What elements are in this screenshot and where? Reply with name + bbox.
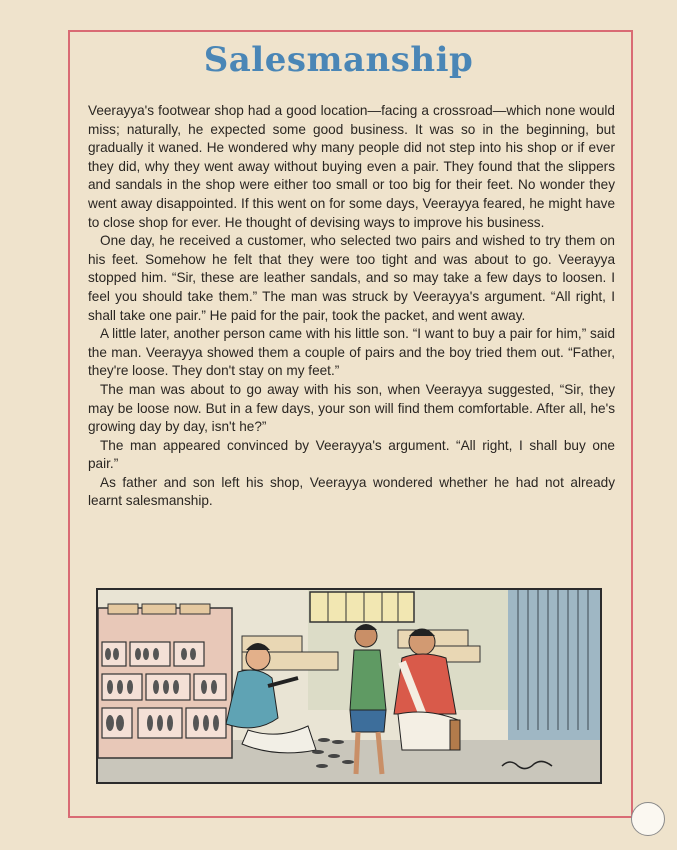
paragraph: Veerayya's footwear shop had a good location—facing a crossroad—which none would miss; naturally, he expected some good business. It was so in the beginning, but gradually it waned. He wondered why many people did not step into his shop or if ever they did, why they went away without buying even a pair. They found that the slippers and sandals in the shop were either too small or too big for their feet. No wonder they went away disappointed. If this went on for some days, Veerayya feared, he might have to close shop for ever. He thought of devising ways to improve his business. xyxy=(88,103,615,230)
story-body xyxy=(88,102,615,511)
publisher-seal-icon xyxy=(631,802,665,836)
story-title: Salesmanship xyxy=(203,40,474,80)
shop-scene-illustration xyxy=(96,588,602,784)
paragraph: One day, he received a customer, who selected two pairs and wished to try them on his feet. Somehow he felt that they were too tight and was about to go. Veerayya stopped him. “Sir, these are leather sandals, and so may take a few days to loosen. I feel you should take them.” The man was struck by Veerayya's argument. “All right, I shall take one pair.” He paid for the pair, took the packet, and went away. xyxy=(88,233,615,323)
paragraph: A little later, another person came with his little son. “I want to buy a pair for him,” said the man. Veerayya showed them a couple of pairs and the boy tried them out. “Father, they're loose. They don't stay on my feet.” xyxy=(88,326,615,379)
illustration-art xyxy=(98,590,600,782)
paragraph: The man appeared convinced by Veerayya's argument. “All right, I shall buy one pair.” xyxy=(88,437,615,472)
paragraph: As father and son left his shop, Veerayya wondered whether he had not already learnt salesmanship. xyxy=(88,474,615,509)
paragraph: The man was about to go away with his son, when Veerayya suggested, “Sir, they may be loose now. But in a few days, your son will find them comfortable. After all, he's growing day by day, isn't he?” xyxy=(88,381,615,435)
